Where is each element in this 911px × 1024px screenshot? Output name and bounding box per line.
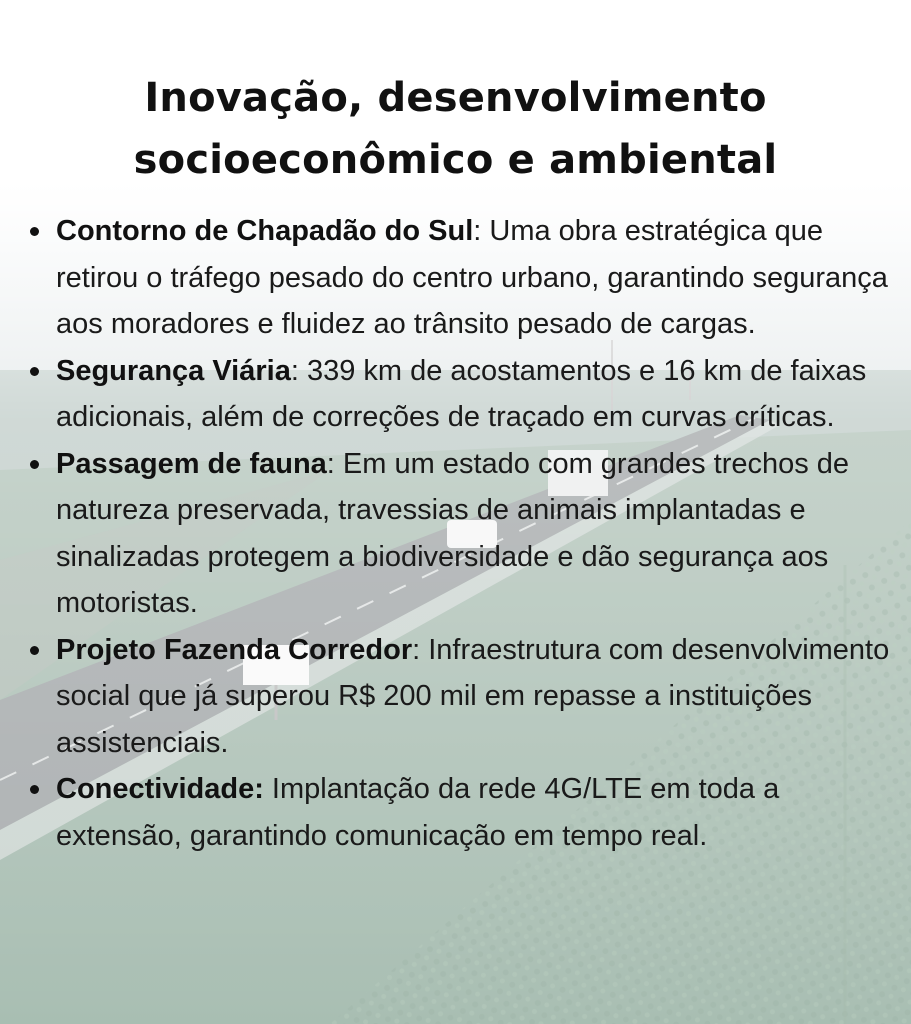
item-heading: Segurança Viária xyxy=(56,354,291,387)
item-heading: Passagem de fauna xyxy=(56,447,327,480)
title-line-1: Inovação, desenvolvimento xyxy=(144,74,767,121)
list-item-contorno xyxy=(28,208,903,348)
item-text: : Uma obra estratégica que retirou o tráfego pesado do centro urbano, garantindo segurança aos moradores e fluidez ao trânsito pesado de cargas. xyxy=(56,215,888,340)
item-heading: Projeto Fazenda Corredor xyxy=(56,633,413,666)
list-item-passagem-fauna xyxy=(28,441,903,627)
item-text: : Infraestrutura com desenvolvimento social que já superou R$ 200 mil em repasse a instituições assistenciais. xyxy=(56,633,890,759)
page-title xyxy=(0,67,911,191)
highlights-list xyxy=(28,208,903,859)
item-text: : 339 km de acostamentos e 16 km de faixas adicionais, além de correções de traçado em curvas críticas. xyxy=(56,354,867,433)
item-heading: Conectividade: xyxy=(56,773,264,805)
list-item-fazenda-corredor xyxy=(28,627,903,767)
list-item-conectividade xyxy=(28,766,903,859)
item-heading: Contorno de Chapadão do Sul xyxy=(56,215,474,247)
title-line-2: socioeconômico e ambiental xyxy=(133,136,778,183)
list-item-seguranca-viaria xyxy=(28,348,903,441)
item-text: Implantação da rede 4G/LTE em toda a extensão, garantindo comunicação em tempo real. xyxy=(56,773,780,852)
item-text: : Em um estado com grandes trechos de natureza preservada, travessias de animais implantadas e sinalizadas protegem a biodiversidade e dão segurança aos motoristas. xyxy=(56,447,850,619)
